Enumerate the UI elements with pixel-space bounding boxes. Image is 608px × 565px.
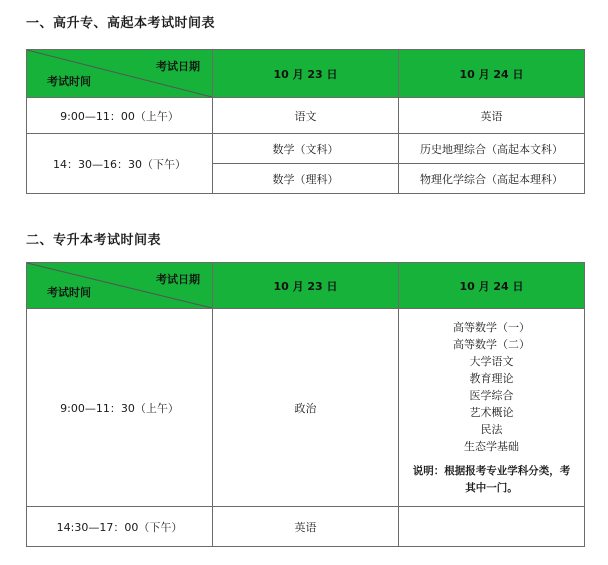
header-date-label: 考试日期 xyxy=(156,60,200,73)
header-time-label: 考试时间 xyxy=(47,75,91,88)
subject-list-cell xyxy=(399,309,585,507)
list-item: 医学综合 xyxy=(469,388,514,402)
subject-cell: 语文 xyxy=(213,98,399,134)
schedule-table-1 xyxy=(26,49,585,194)
list-item: 高等数学（二） xyxy=(453,337,530,351)
section2-title: 二、专升本考试时间表 xyxy=(26,233,162,248)
list-item: 教育理论 xyxy=(469,371,514,385)
subject-cell: 数学（理科） xyxy=(213,164,399,194)
list-item: 民法 xyxy=(480,422,503,436)
subject-cell: 英语 xyxy=(213,507,399,547)
subject-cell: 英语 xyxy=(399,98,585,134)
subject-cell: 数学（文科） xyxy=(213,134,399,164)
list-item: 生态学基础 xyxy=(464,439,519,453)
schedule-table-2 xyxy=(26,262,585,547)
empty-cell xyxy=(399,507,585,547)
header-day2: 10 月 24 日 xyxy=(399,263,585,309)
header-time-label: 考试时间 xyxy=(47,286,91,299)
header-day2: 10 月 24 日 xyxy=(399,50,585,98)
time-slot-afternoon: 14：30—16：30（下午） xyxy=(27,134,213,194)
subject-cell: 物理化学综合（高起本理科） xyxy=(399,164,585,194)
diagonal-header-cell xyxy=(27,50,213,98)
time-slot-morning: 9:00—11：00（上午） xyxy=(27,98,213,134)
note-text: 说明：根据报考专业学科分类，考其中一门。 xyxy=(412,464,571,494)
list-item: 大学语文 xyxy=(469,354,514,368)
subject-list xyxy=(399,319,584,455)
section1-title: 一、高升专、高起本考试时间表 xyxy=(26,16,216,31)
header-date-label: 考试日期 xyxy=(156,273,200,286)
list-item: 高等数学（一） xyxy=(453,320,530,334)
subject-cell: 历史地理综合（高起本文科） xyxy=(399,134,585,164)
subject-cell: 政治 xyxy=(213,309,399,507)
list-item: 艺术概论 xyxy=(469,405,514,419)
diagonal-header-cell xyxy=(27,263,213,309)
header-day1: 10 月 23 日 xyxy=(213,50,399,98)
time-slot-afternoon: 14:30—17：00（下午） xyxy=(27,507,213,547)
time-slot-morning: 9:00—11：30（上午） xyxy=(27,309,213,507)
header-day1: 10 月 23 日 xyxy=(213,263,399,309)
